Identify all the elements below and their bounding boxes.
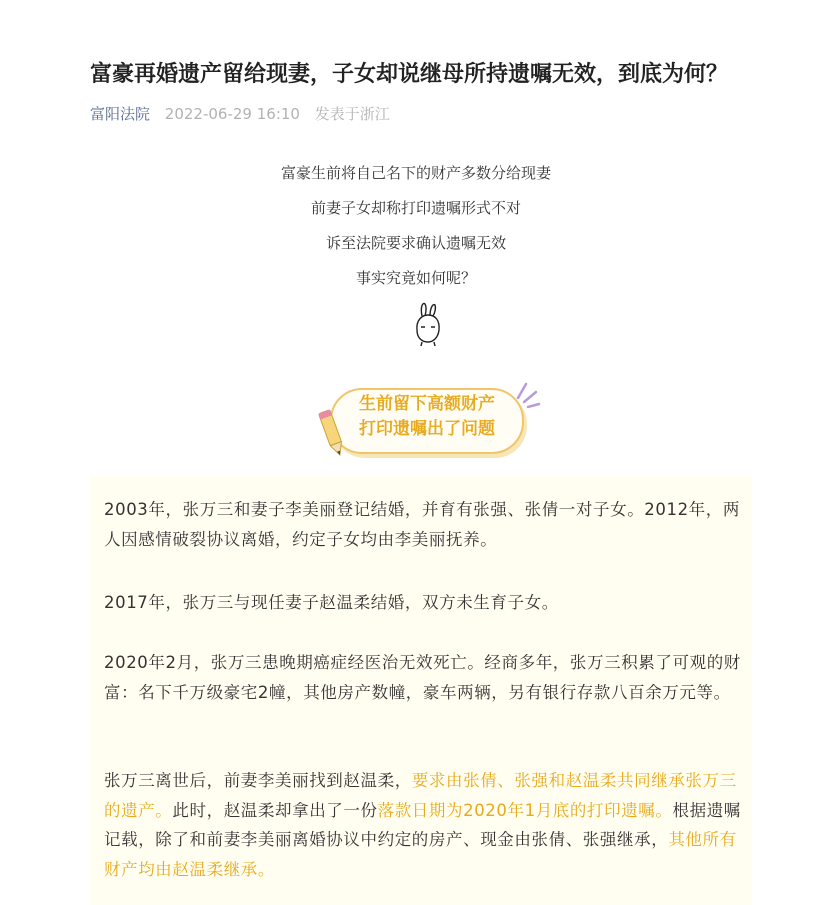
text-span: 此时，赵温柔却拿出了一份 [172, 800, 378, 820]
pencil-icon [316, 406, 350, 460]
heading-line-2: 打印遗嘱出了问题 [359, 419, 495, 439]
intro-line: 前妻子女却称打印遗嘱形式不对 [310, 199, 521, 217]
intro-line: 事实究竟如何呢？ [355, 269, 476, 287]
paragraph [104, 766, 744, 884]
text-span: 张万三离世后，前妻李美丽找到赵温柔， [104, 771, 412, 790]
article-meta [90, 104, 390, 124]
text-span: 根据遗嘱记载，除了和前妻李美丽离婚协议中约定的房产、现金由张倩、张强继承， [104, 800, 741, 849]
highlight-text: 要求由张倩、张强和赵温柔共同继承张万三的遗产。 [104, 771, 737, 820]
heading-text [330, 392, 524, 442]
heading-line-1: 生前留下高额财产 [359, 394, 495, 414]
publish-location: 发表于浙江 [314, 105, 390, 123]
paragraph: 2020年2月，张万三患晚期癌症经医治无效死亡。经商多年，张万三积累了可观的财富：名下千万级豪宅2幢，其他房产数幢，豪车两辆，另有银行存款八百余万元等。 [104, 653, 741, 702]
sparkle-icon [512, 378, 542, 408]
author-link[interactable]: 富阳法院 [90, 105, 151, 123]
intro-line: 诉至法院要求确认遗嘱无效 [325, 234, 506, 252]
bunny-icon [408, 300, 448, 348]
highlight-text: 落款日期为2020年1月底的打印遗嘱。 [377, 800, 673, 820]
paragraph: 2003年，张万三和妻子李美丽登记结婚，并育有张强、张倩一对子女。2012年，两人因感情破裂协议离婚，约定子女均由李美丽抚养。 [104, 500, 740, 549]
paragraph: 2017年，张万三与现任妻子赵温柔结婚，双方未生育子女。 [104, 593, 559, 612]
article-title: 富豪再婚遗产留给现妻，子女却说继母所持遗嘱无效，到底为何？ [90, 62, 729, 87]
publish-date: 2022-06-29 16:10 [164, 105, 300, 123]
section-heading [316, 378, 546, 462]
intro-line: 富豪生前将自己名下的财产多数分给现妻 [280, 164, 551, 182]
highlight-text: 其他所有财产均由赵温柔继承。 [104, 830, 737, 879]
